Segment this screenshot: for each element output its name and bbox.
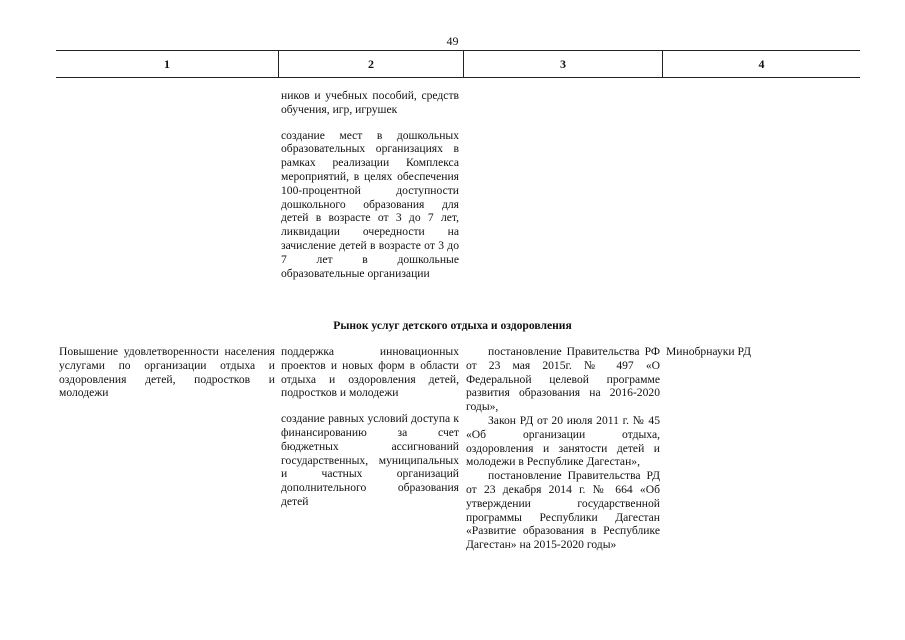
measure-text: поддержка инновационных проектов и новых форм в области отдыха и оздоровления детей, подростков и молодежи [281,345,459,400]
legal-act-text: постановление Правительства РД от 23 декабря 2014 г. № 664 «Об утверждении государственной программы Республики Дагестан «Развитие образования в Республике Дагестан» на 2015-2020 годы» [466,469,660,552]
col2-paragraph: ников и учебных пособий, средств обучения, игр, игрушек [281,89,459,116]
responsible-text: Минобрнауки РД [666,345,751,358]
page-number: 49 [446,34,459,48]
row-col-4 [666,345,856,371]
legal-act-text: постановление Правительства РФ от 23 мая 2015г. № 497 «О Федеральной целевой программе развития образования на 2016-2020 годы», [466,345,660,414]
row-col-1 [59,345,275,412]
col2-paragraph: создание мест в дошкольных образовательных организациях в рамках реализации Комплекса мероприятий, в целях обеспечения 100-процентной доступности дошкольного образования для детей в возрасте от 3 до 7 лет, ликвидации очередности на зачисление детей в возрасте от 3 до 7 лет в дошкольные образовательные организации [281,128,459,280]
header-col-4: 4 [758,57,765,71]
header-col-3: 3 [560,57,566,71]
legal-act-text: Закон РД от 20 июля 2011 г. № 45 «Об организации отдыха, оздоровления и занятости детей и молодежи в Республике Дагестан», [466,413,660,469]
continued-col-2 [281,89,459,292]
header-col-1: 1 [164,57,170,71]
measure-text: создание равных условий доступа к финансированию за счет бюджетных ассигнований государственных, муниципальных и частных организаций дополнительного образования детей [281,412,459,508]
table-header-row [56,50,860,78]
header-col-2: 2 [368,57,374,71]
section-title: Рынок услуг детского отдыха и оздоровления [333,319,572,332]
row-col-2 [281,345,459,521]
goal-text: Повышение удовлетворенности населения услугами по организации отдыха и оздоровления детей, подростков и молодежи [59,345,275,400]
row-col-3 [466,345,660,552]
